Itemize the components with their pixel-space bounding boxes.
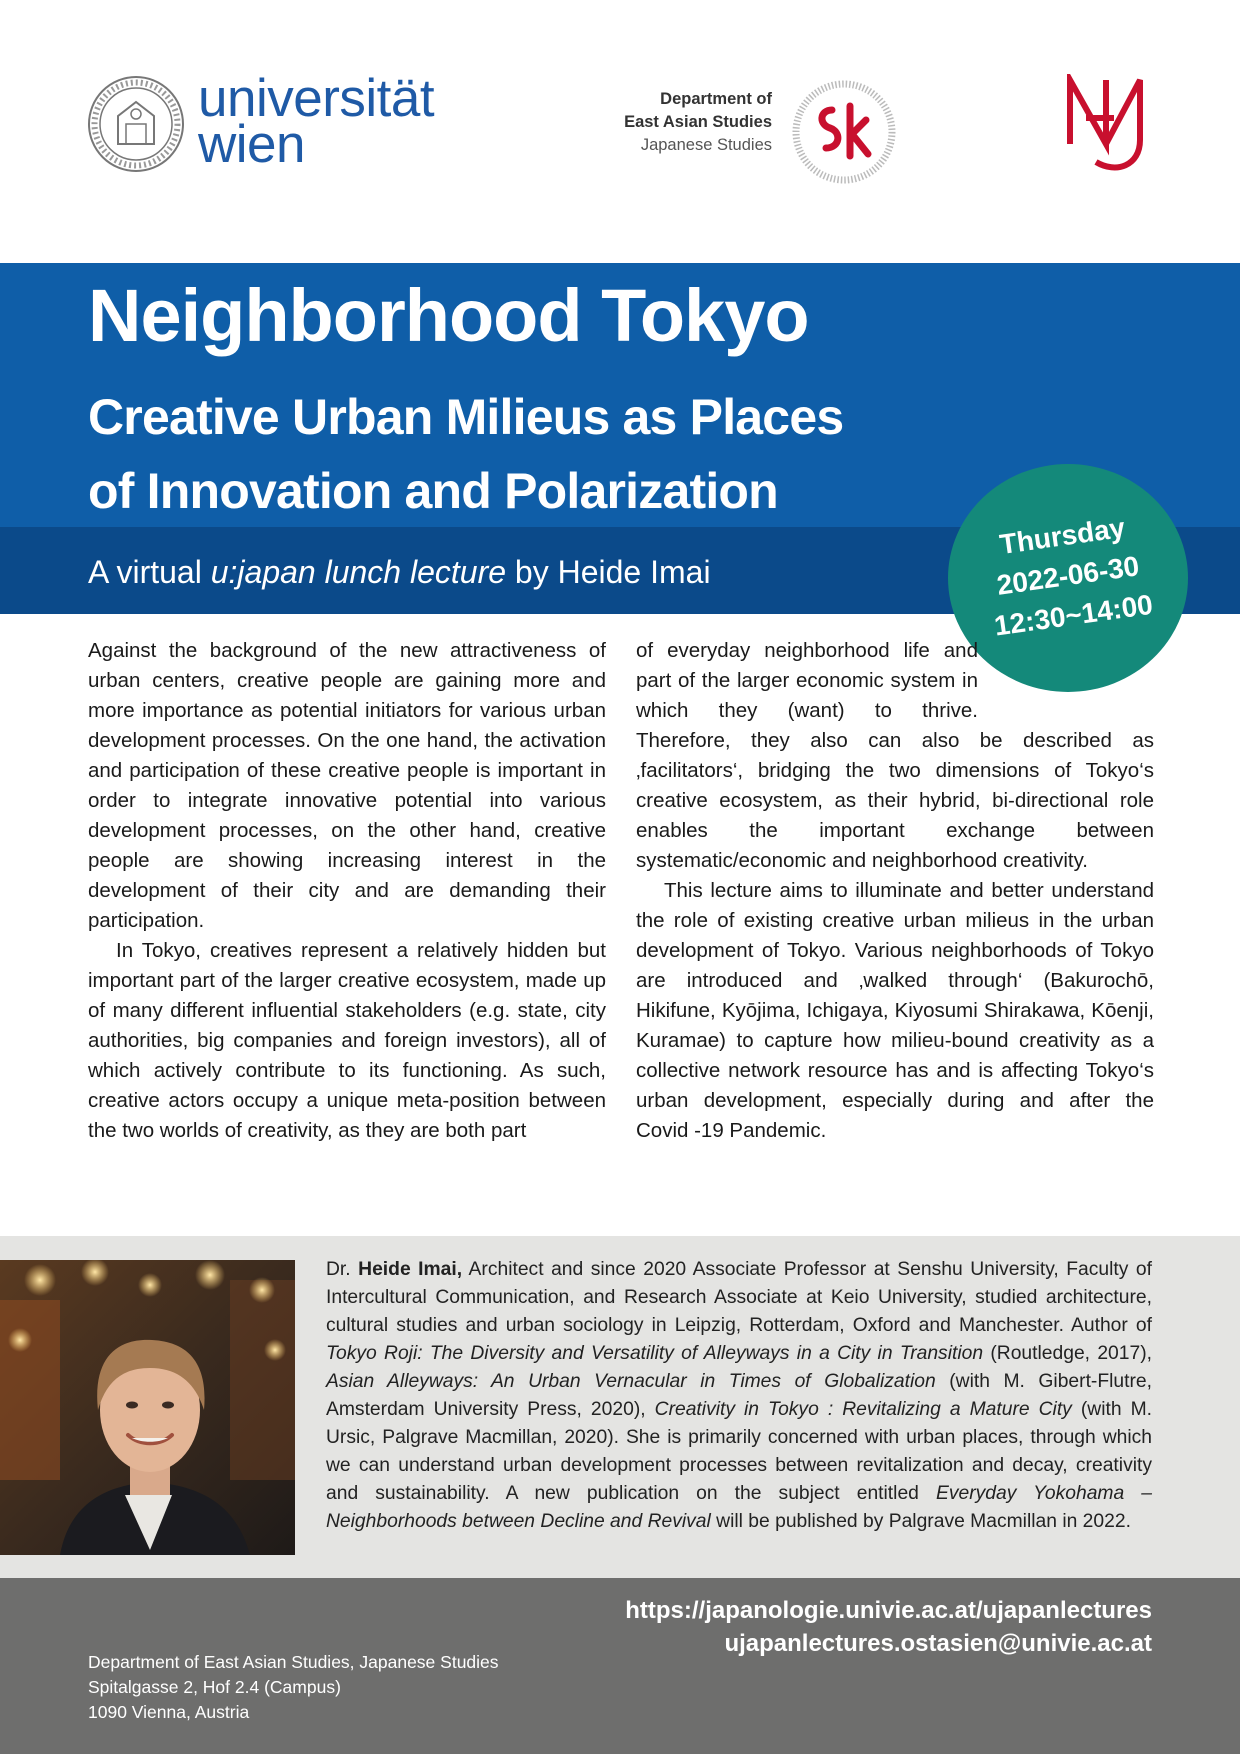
bio-prefix: Dr. — [326, 1259, 359, 1280]
subtitle-line1: Creative Urban Milieus as Places — [88, 389, 844, 445]
bio-text-3: (with M. Gibert-Flutre, Amsterdam University Press, 2020), — [326, 1371, 1152, 1420]
page-subtitle — [88, 380, 988, 528]
body-paragraph-1: Against the background of the new attractiveness of urban centers, creative people are gaining more and more importance as potential initiators for various urban development processes. On the one hand, the activation and participation of these creative people is important in order to integrate innovative potential into various development processes, on the other hand, creative people are showing increasing interest in the development of their city and are demanding their participation. — [88, 639, 606, 932]
university-name-line2: wien — [198, 115, 306, 174]
body-paragraph-2-part1: In Tokyo, creatives represent a relatively hidden but important part of the larger creative ecosystem, made up of many different influential stakeholders (e.g. state, city authorities, big companies and foreign investors), all of which actively contribute to its functioning. As such, creative actors occupy a unique meta-position between the two worlds of creativity, as they are both part — [88, 939, 606, 1142]
university-seal-icon — [86, 74, 186, 174]
date-time: 12:30~14:00 — [992, 588, 1155, 642]
bio-text-4: (with M. Ursic, Palgrave Macmillan, 2020). She is primarily concerned with urban places, through which we can understand urban development processes between revitalization and decay, creativity and sustainability. A new publication on the subject entitled — [326, 1399, 1153, 1504]
speaker-bio — [326, 1256, 1152, 1536]
book-title-1: Tokyo Roji: The Diversity and Versatility of Alleyways in a City in Transition — [326, 1343, 984, 1364]
body-column-left — [88, 636, 606, 1146]
byline-series: u:japan lunch lecture — [210, 554, 507, 590]
footer-contact — [625, 1594, 1152, 1660]
department-line2: East Asian Studies — [624, 113, 772, 131]
book-title-2: Asian Alleyways: An Urban Vernacular in Times of Globalization — [326, 1371, 936, 1392]
bio-text-5: will be published by Palgrave Macmillan in 2022. — [710, 1511, 1131, 1532]
address-line-1: Department of East Asian Studies, Japanese Studies — [88, 1652, 499, 1672]
byline — [88, 550, 711, 594]
body-column-right — [636, 636, 1154, 1146]
page-title: Neighborhood Tokyo — [88, 274, 809, 357]
subtitle-line2: of Innovation and Polarization — [88, 463, 778, 519]
department-line1: Department of — [660, 90, 772, 108]
book-title-3: Creativity in Tokyo : Revitalizing a Mature City — [654, 1399, 1072, 1420]
body-paragraph-3: This lecture aims to illuminate and better understand the role of existing creative urban milieus in the urban development of Tokyo. Various neighborhoods of Tokyo are introduced and ‚walked through‘ (Bakurochō, Hikifune, Kyōjima, Ichigaya, Kiyosumi Shirakawa, Kōenji, Kuramae) to capture how milieu-bound creativity as a collective network resource has and is affecting Tokyo‘s urban development, especially during and after the Covid -19 Pandemic. — [636, 879, 1154, 1142]
university-logo — [86, 69, 466, 174]
footer-address — [88, 1650, 499, 1725]
department-logo — [596, 80, 896, 180]
department-line3: Japanese Studies — [640, 136, 772, 154]
japanese-studies-badge-icon — [792, 80, 896, 184]
byline-prefix: A virtual — [88, 554, 211, 590]
byline-suffix: by Heide Imai — [506, 554, 711, 590]
university-name-line1: universität — [198, 69, 435, 128]
book-title-4: Everyday Yokohama – Neighborhoods between Decline and Revival — [326, 1483, 1152, 1532]
body-paragraph-2-part2: of everyday neighborhood life and part of the larger economic system in which they (want) to thrive. Therefore, they also can also be described as ‚facilitators‘, bridging the two dimensions of Tokyo‘s creative ecosystem, as their hybrid, bi-directional role enables the important exchange between systematic/economic and neighborhood creativity. — [636, 639, 1154, 872]
aaj-logo-icon — [1066, 74, 1154, 178]
address-line-2: Spitalgasse 2, Hof 2.4 (Campus) — [88, 1677, 341, 1697]
footer-email-link[interactable]: ujapanlectures.ostasien@univie.ac.at — [724, 1630, 1152, 1657]
bio-text-2: (Routledge, 2017), — [983, 1343, 1152, 1364]
date-day: Thursday — [997, 511, 1127, 561]
address-line-3: 1090 Vienna, Austria — [88, 1702, 250, 1722]
date-date: 2022-06-30 — [994, 550, 1142, 601]
speaker-name: Heide Imai, — [358, 1259, 463, 1280]
footer-url-link[interactable]: https://japanologie.univie.ac.at/ujapanlectures — [625, 1597, 1152, 1624]
bio-text-1: Architect and since 2020 Associate Professor at Senshu University, Faculty of Intercultural Communication, and Research Associate at Keio University, studied architecture, cultural studies and urban sociology in Leipzig, Rotterdam, Oxford and Manchester. Author of — [326, 1259, 1152, 1336]
speaker-photo — [0, 1260, 295, 1555]
